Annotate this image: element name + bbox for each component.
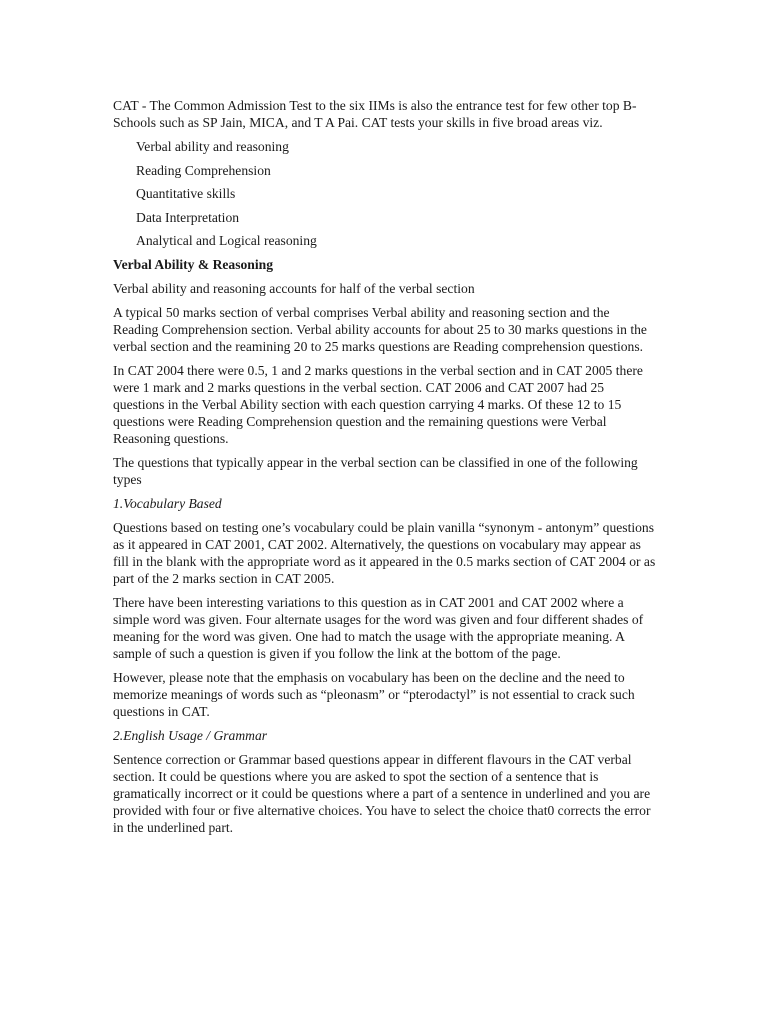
subsection-heading-vocabulary: 1.Vocabulary Based	[113, 495, 222, 511]
paragraph: A typical 50 marks section of verbal comprises Verbal ability and reasoning section and the Reading Comprehension section. Verbal ability accounts for about 25 to 30 marks questions in the verbal section and the reamining 20 to 25 marks questions are Reading comprehension questions.	[113, 304, 647, 354]
list-item: Analytical and Logical reasoning	[136, 233, 317, 248]
subsection-heading-grammar: 2.English Usage / Grammar	[113, 727, 268, 743]
areas-list	[113, 138, 658, 249]
intro-paragraph: CAT - The Common Admission Test to the six IIMs is also the entrance test for few other top B-Schools such as SP Jain, MICA, and T A Pai. CAT tests your skills in five broad areas viz.	[113, 98, 637, 130]
list-item: Quantitative skills	[136, 186, 236, 201]
paragraph: However, please note that the emphasis on vocabulary has been on the decline and the need to memorize meanings of words such as “pleonasm” or “pterodactyl” is not essential to crack such questions in CAT.	[113, 669, 635, 719]
list-item: Reading Comprehension	[136, 162, 271, 178]
paragraph: There have been interesting variations to this question as in CAT 2001 and CAT 2002 where a simple word was given. Four alternate usages for the word was given and four different shades of meaning for the word was given. One had to match the usage with the appropriate meaning. A sample of such a question is given if you follow the link at the bottom of the page.	[113, 594, 644, 661]
paragraph: Questions based on testing one’s vocabulary could be plain vanilla “synonym - antonym” questions as it appeared in CAT 2001, CAT 2002. Alternatively, the questions on vocabulary may appear as fill in the blank with the appropriate word as it appeared in the 0.5 marks section of CAT 2004 or as part of the 2 marks section in CAT 2005.	[113, 519, 656, 586]
paragraph: Sentence correction or Grammar based questions appear in different flavours in the CAT verbal section. It could be questions where you are asked to spot the section of a sentence that is gramatically incorrect or it could be questions where a part of a sentence in underlined and you are provided with four or five alternative choices. You have to select the choice that0 corrects the error in the underlined part.	[113, 751, 651, 835]
paragraph: The questions that typically appear in the verbal section can be classified in one of the following types	[113, 454, 638, 487]
list-item: Data Interpretation	[136, 209, 240, 225]
document-body	[113, 97, 658, 843]
section-heading: Verbal Ability & Reasoning	[113, 256, 273, 272]
paragraph: Verbal ability and reasoning accounts for half of the verbal section	[113, 280, 475, 296]
paragraph: In CAT 2004 there were 0.5, 1 and 2 marks questions in the verbal section and in CAT 2005 there were 1 mark and 2 marks questions in the verbal section. CAT 2006 and CAT 2007 had 25 questions in the Verbal Ability section with each question carrying 4 marks. Of these 12 to 15 questions were Reading Comprehension question and the remaining questions were Verbal Reasoning questions.	[113, 362, 643, 446]
list-item: Verbal ability and reasoning	[136, 139, 289, 154]
